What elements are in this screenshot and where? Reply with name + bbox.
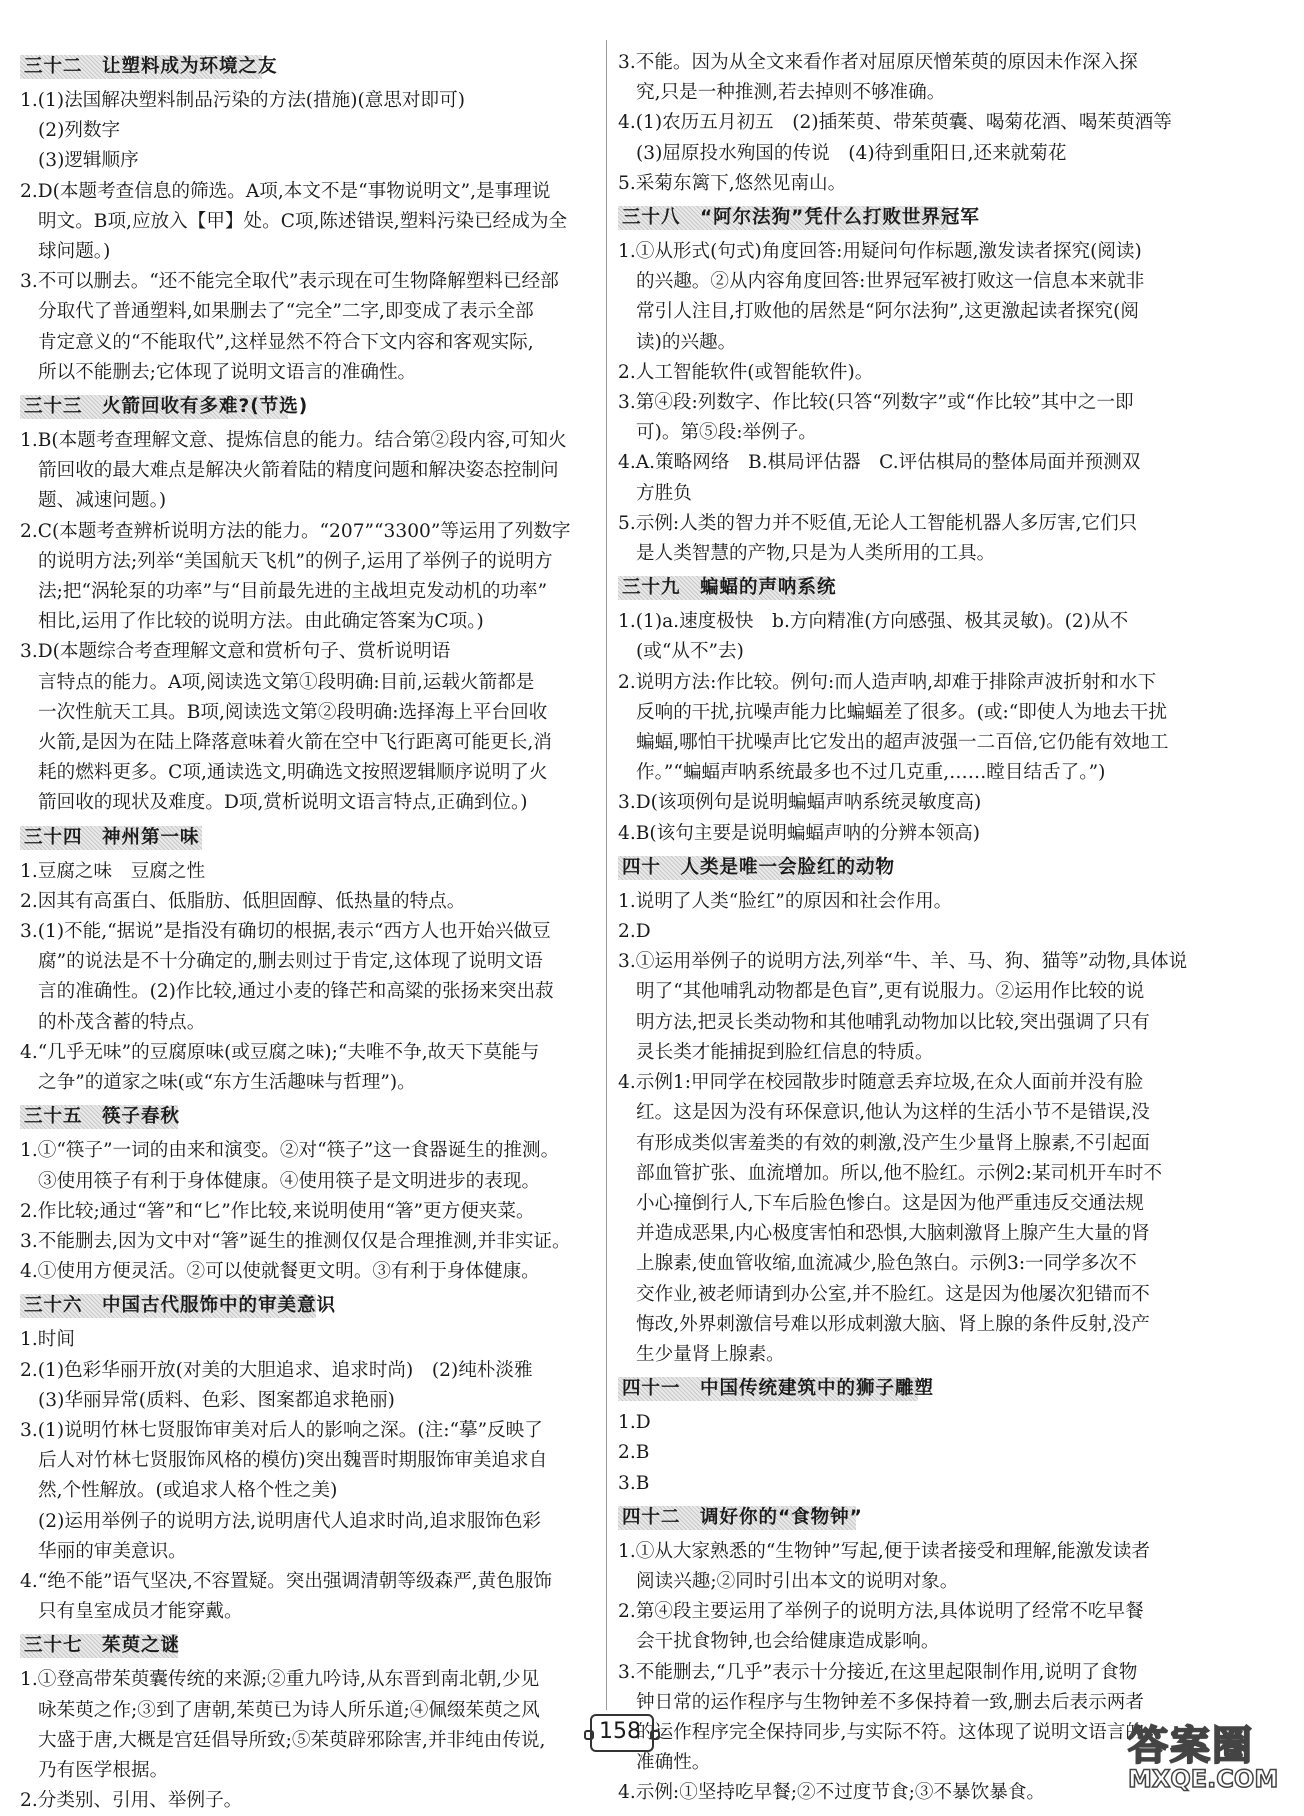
answer-line: 钟日常的运作程序与生物钟差不多保持着一致,删去后表示两者 [636, 1691, 1144, 1713]
answer-line: 2.分类别、引用、举例子。 [20, 1790, 243, 1812]
answer-line: 1.B(本题考查理解文意、提炼信息的能力。结合第②段内容,可知火 [20, 430, 567, 452]
left-column [20, 48, 612, 1816]
answer-section [618, 203, 1210, 569]
answer-line: 蝙蝠,哪怕干扰噪声比它发出的超声波强一二百倍,它仍能有效地工 [636, 732, 1169, 754]
answer-line: (2)列数字 [38, 120, 121, 142]
answer-line: 言特点的能力。A项,阅读选文第①段明确:目前,运载火箭都是 [38, 671, 535, 693]
section-title [20, 823, 612, 853]
answer-line: 明了“其他哺乳动物都是色盲”,更有说服力。②运用作比较的说 [636, 981, 1145, 1003]
section-title [20, 392, 612, 422]
answer-line: ③使用筷子有利于身体健康。④使用筷子是文明进步的表现。 [38, 1170, 541, 1192]
answer-line: 小心撞倒行人,下车后脸色惨白。这是因为他严重违反交通法规 [636, 1192, 1144, 1214]
answer-line: 5.采菊东篱下,悠然见南山。 [618, 172, 847, 194]
section-title [618, 573, 1210, 603]
answer-line: 2.因其有高蛋白、低脂肪、低胆固醇、低热量的特点。 [20, 890, 466, 912]
answer-line: 部血管扩张、血流增加。所以,他不脸红。示例2:某司机开车时不 [636, 1162, 1163, 1184]
section-title-text: 三十二 让塑料成为环境之友 [24, 56, 278, 77]
answer-line: 2.作比较;通过“箸”和“匕”作比较,来说明使用“箸”更方便夹菜。 [20, 1200, 535, 1222]
section-title [20, 1102, 612, 1132]
answer-line: 3.(1)不能,“据说”是指没有确切的根据,表示“西方人也开始兴做豆 [20, 921, 551, 943]
answer-line: 4.A.策略网络 B.棋局评估器 C.评估棋局的整体局面并预测双 [618, 452, 1141, 474]
answer-line: 3.第④段:列数字、作比较(只答“列数字”或“作比较”其中之一即 [618, 392, 1134, 414]
answer-line: 然,个性解放。(或追求人格个性之美) [38, 1480, 338, 1502]
answer-line: 一次性航天工具。B项,阅读选文第②段明确:选择海上平台回收 [38, 701, 548, 723]
answer-section [618, 1374, 1210, 1499]
section-title-text: 四十一 中国传统建筑中的狮子雕塑 [622, 1378, 935, 1400]
answer-line: (或“从不”去) [636, 641, 744, 663]
watermark-logo-text: 答案圈 [1128, 1723, 1254, 1769]
answer-section [20, 1631, 612, 1816]
answer-line: 3.D(本题综合考查理解文意和赏析句子、赏析说明语 [20, 641, 451, 663]
answer-line: 的运作程序完全保持同步,与实际不符。这体现了说明文语言的 [636, 1721, 1144, 1743]
answer-line: 1.①从形式(句式)角度回答:用疑问句作标题,激发读者探究(阅读) [618, 241, 1142, 263]
answer-line: 咏茱萸之作;③到了唐朝,茱萸已为诗人所乐道;④佩缀茱萸之风 [38, 1699, 540, 1721]
answer-line: 可)。第⑤段:举例子。 [636, 422, 817, 444]
answer-section [20, 1102, 612, 1287]
answer-line: 5.示例:人类的智力并不贬值,无论人工智能机器人多厉害,它们只 [618, 512, 1138, 534]
answer-line: 言的准确性。(2)作比较,通过小麦的锋芒和高粱的张扬来突出菽 [38, 981, 554, 1003]
answer-line: 后人对竹林七贤服饰风格的模仿)突出魏晋时期服饰审美追求自 [38, 1450, 548, 1472]
answer-line: 肯定意义的“不能取代”,这样显然不符合下文内容和客观实际, [38, 331, 534, 353]
answer-line: 1.D [618, 1412, 651, 1434]
watermark-url: MXQE.COM [1128, 1765, 1279, 1793]
answer-line: 只有皇室成员才能穿戴。 [38, 1601, 243, 1623]
answer-line: 的朴茂含蓄的特点。 [38, 1011, 206, 1033]
answer-line: 火箭,是因为在陆上降落意味着火箭在空中飞行距离可能更长,消 [38, 732, 552, 754]
answer-line: 3.不可以删去。“还不能完全取代”表示现在可生物降解塑料已经部 [20, 271, 559, 293]
answer-line: 2.第④段主要运用了举例子的说明方法,具体说明了经常不吃早餐 [618, 1601, 1144, 1623]
answer-line: 4.示例1:甲同学在校园散步时随意丢弃垃圾,在众人面前并没有脸 [618, 1072, 1144, 1094]
page-number [582, 1710, 658, 1754]
answer-line: 常引人注目,打败他的居然是“阿尔法狗”,这更激起读者探究(阅 [636, 301, 1139, 323]
answer-line: 上腺素,使血管收缩,血流减少,脸色煞白。示例3:一同学多次不 [636, 1253, 1137, 1275]
section-title-text: 三十三 火箭回收有多难?(节选) [24, 396, 309, 418]
answer-line: 4.(1)农历五月初五 (2)插茱萸、带茱萸囊、喝菊花酒、喝茱萸酒等 [618, 112, 1172, 134]
answer-line: 题、减速问题。) [38, 490, 167, 512]
answer-line: (3)华丽异常(质料、色彩、图案都追求艳丽) [38, 1389, 395, 1411]
section-title-text: 三十四 神州第一味 [24, 826, 200, 848]
answer-line: 阅读兴趣;②同时引出本文的说明对象。 [636, 1570, 959, 1592]
answer-line: 2.D [618, 921, 651, 943]
answer-line: 交作业,被老师请到办公室,并不脸红。这是因为他屡次犯错而不 [636, 1283, 1150, 1305]
answer-line: 读)的兴趣。 [636, 331, 737, 353]
answer-line: 明文。B项,应放入【甲】处。C项,陈述错误,塑料污染已经成为全 [38, 210, 568, 232]
answer-line: 灵长类才能捕捉到脸红信息的特质。 [636, 1041, 934, 1063]
right-column [618, 48, 1210, 1809]
section-title-text: 三十九 蝙蝠的声呐系统 [622, 577, 837, 599]
section-title [618, 1503, 1210, 1533]
answer-line: (3)逻辑顺序 [38, 150, 139, 172]
answer-line: 反响的干扰,抗噪声能力比蝙蝠差了很多。(或:“即使人为地去干扰 [636, 701, 1167, 723]
answer-section [618, 573, 1210, 849]
answer-line: 所以不能删去;它体现了说明文语言的准确性。 [38, 361, 417, 383]
answer-line: 1.①从大家熟悉的“生物钟”写起,便于读者接受和理解,能激发读者 [618, 1540, 1151, 1562]
answer-line: 球问题。) [38, 241, 111, 263]
answer-line: 之争”的道家之味(或“东方生活趣味与哲理”)。 [38, 1072, 416, 1094]
answer-line: 箭回收的最大难点是解决火箭着陆的精度问题和解决姿态控制问 [38, 460, 559, 482]
section-title [618, 203, 1210, 233]
answer-line: 2.(1)色彩华丽开放(对美的大胆追求、追求时尚) (2)纯朴淡雅 [20, 1359, 533, 1381]
answer-section [618, 1503, 1210, 1809]
answer-line: 究,只是一种推测,若去掉则不够准确。 [636, 82, 946, 104]
section-title [20, 52, 612, 82]
answer-line: 3.B [618, 1472, 650, 1494]
answer-line: 分取代了普通塑料,如果删去了“完全”二字,即变成了表示全部 [38, 301, 534, 323]
answer-line: 耗的燃料更多。C项,通读选文,明确选文按照逻辑顺序说明了火 [38, 762, 548, 784]
answer-line: 1.豆腐之味 豆腐之性 [20, 860, 206, 882]
answer-line: 是人类智慧的产物,只是为人类所用的工具。 [636, 543, 996, 565]
answer-line: 3.不能删去,因为文中对“箸”诞生的推测仅仅是合理推测,并非实证。 [20, 1230, 571, 1252]
answer-line: 2.说明方法:作比较。例句:而人造声呐,却难于排除声波折射和水下 [618, 671, 1157, 693]
answer-line: 2.人工智能软件(或智能软件)。 [618, 361, 874, 383]
answer-section [618, 48, 1210, 199]
answer-line: 明方法,把灵长类动物和其他哺乳动物加以比较,突出强调了只有 [636, 1011, 1150, 1033]
answer-line: 1.①登高带茱萸囊传统的来源;②重九吟诗,从东晋到南北朝,少见 [20, 1669, 540, 1691]
answer-line: 3.不能删去,“几乎”表示十分接近,在这里起限制作用,说明了食物 [618, 1661, 1138, 1683]
answer-line: 3.D(该项例句是说明蝙蝠声呐系统灵敏度高) [618, 792, 982, 814]
answer-line: 会干扰食物钟,也会给健康造成影响。 [636, 1631, 940, 1653]
page-number-text: 158 [599, 1719, 641, 1744]
answer-line: 腐”的说法是不十分确定的,删去则过于肯定,这体现了说明文语 [38, 951, 543, 973]
section-title-text: 三十六 中国古代服饰中的审美意识 [24, 1295, 337, 1317]
answer-section [618, 853, 1210, 1370]
answer-line: 1.(1)法国解决塑料制品污染的方法(措施)(意思对即可) [20, 90, 465, 111]
answer-line: 乃有医学根据。 [38, 1759, 169, 1781]
section-title-text: 三十五 筷子春秋 [24, 1106, 181, 1128]
answer-line: 红。这是因为没有环保意识,他认为这样的生活小节不是错误,没 [636, 1102, 1150, 1124]
section-title [20, 1631, 612, 1661]
answer-line: 大盛于唐,大概是宫廷倡导所致;⑤茱萸辟邪除害,并非纯由传说, [38, 1729, 546, 1751]
answer-line: 准确性。 [636, 1752, 711, 1774]
answer-line: 3.①运用举例子的说明方法,列举“牛、羊、马、狗、猫等”动物,具体说 [618, 951, 1188, 973]
answer-section [20, 823, 612, 1099]
answer-line: 相比,运用了作比较的说明方法。由此确定答案为C项。) [38, 611, 484, 633]
answer-line: 有形成类似害羞类的有效的刺激,没产生少量肾上腺素,不引起面 [636, 1132, 1150, 1154]
section-title [20, 1291, 612, 1321]
answer-line: (2)运用举例子的说明方法,说明唐代人追求时尚,追求服饰色彩 [38, 1510, 542, 1532]
section-title [618, 1374, 1210, 1404]
answer-line: (3)屈原投水殉国的传说 (4)待到重阳日,还来就菊花 [636, 142, 1067, 164]
answer-line: 华丽的审美意识。 [38, 1540, 187, 1562]
section-title-text: 三十七 茱萸之谜 [24, 1635, 181, 1657]
answer-line: 1.说明了人类“脸红”的原因和社会作用。 [618, 890, 953, 912]
answer-line: 4.①使用方便灵活。②可以使就餐更文明。③有利于身体健康。 [20, 1261, 540, 1283]
answer-line: 方胜负 [636, 482, 692, 504]
section-title-text: 四十 人类是唯一会脸红的动物 [622, 856, 896, 878]
section-title-text: 三十八 “阿尔法狗”凭什么打败世界冠军 [622, 207, 980, 229]
answer-line: 生少量肾上腺素。 [636, 1343, 785, 1365]
answer-line: 2.C(本题考查辨析说明方法的能力。“207”“3300”等运用了列数字 [20, 520, 571, 542]
answer-section [20, 52, 612, 388]
answer-line: 箭回收的现状及难度。D项,赏析说明文语言特点,正确到位。) [38, 792, 528, 814]
answer-line: 的说明方法;列举“美国航天飞机”的例子,运用了举例子的说明方 [38, 550, 553, 572]
answer-line: 4.“几乎无味”的豆腐原味(或豆腐之味);“夫唯不争,故天下莫能与 [20, 1041, 540, 1063]
answer-line: 作。”“蝙蝠声呐系统最多也不过几克重,……瞠目结舌了。”) [636, 762, 1106, 784]
section-title-text: 四十二 调好你的“食物钟” [622, 1506, 863, 1528]
answer-line: 法;把“涡轮泵的功率”与“目前最先进的主战坦克发动机的功率” [38, 581, 548, 603]
answer-line: 1.时间 [20, 1329, 75, 1351]
watermark-logo [1128, 1714, 1292, 1794]
answer-line: 3.不能。因为从全文来看作者对屈原厌憎茱萸的原因未作深入探 [618, 52, 1138, 73]
column-divider [606, 40, 607, 1710]
answer-line: 1.①“筷子”一词的由来和演变。②对“筷子”这一食器诞生的推测。 [20, 1140, 560, 1162]
answer-line: 2.B [618, 1442, 650, 1464]
answer-line: 2.D(本题考查信息的筛选。A项,本文不是“事物说明文”,是事理说 [20, 180, 551, 202]
answer-line: 4.B(该句主要是说明蝙蝠声呐的分辨本领高) [618, 822, 981, 844]
answer-line: 3.(1)说明竹林七贤服饰审美对后人的影响之深。(注:“摹”反映了 [20, 1419, 543, 1441]
answer-line: 并造成恶果,内心极度害怕和恐惧,大脑刺激肾上腺产生大量的肾 [636, 1223, 1150, 1245]
answer-line: 4.示例:①坚持吃早餐;②不过度节食;③不暴饮暴食。 [618, 1782, 1046, 1804]
answer-line: 4.“绝不能”语气坚决,不容置疑。突出强调清朝等级森严,黄色服饰 [20, 1570, 553, 1592]
answer-section [20, 392, 612, 819]
answer-line: 的兴趣。②从内容角度回答:世界冠军被打败这一信息本来就非 [636, 271, 1145, 293]
answer-line: 悔改,外界刺激信号难以形成刺激大脑、肾上腺的条件反射,没产 [636, 1313, 1150, 1335]
answer-line: 1.(1)a.速度极快 b.方向精准(方向感强、极其灵敏)。(2)从不 [618, 611, 1129, 633]
answer-section [20, 1291, 612, 1627]
section-title [618, 853, 1210, 883]
